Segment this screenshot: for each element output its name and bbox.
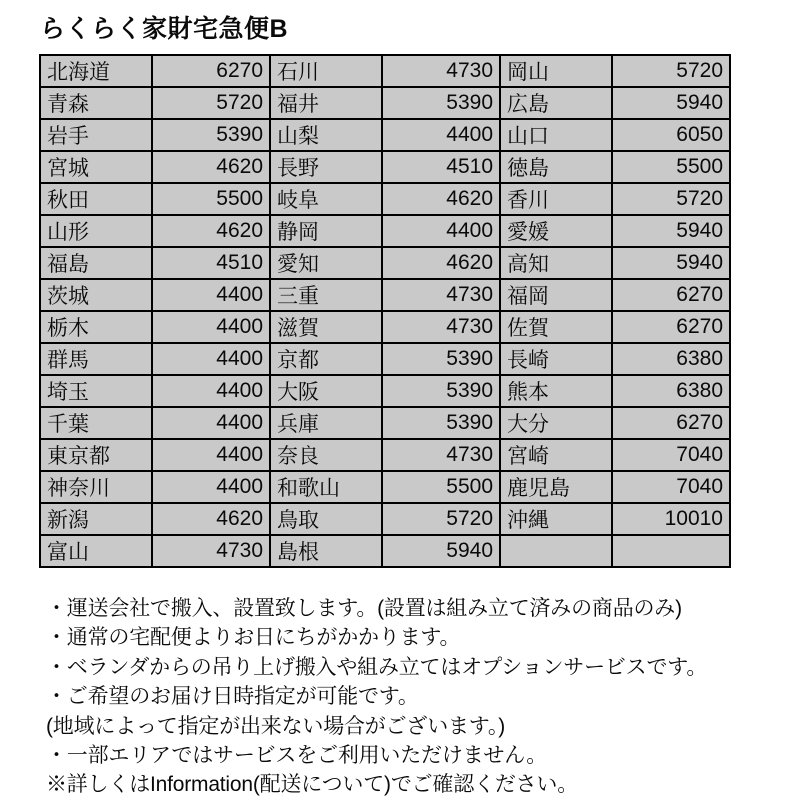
table-row — [40, 247, 730, 279]
table-row — [40, 119, 730, 151]
region-price: 5720 — [382, 503, 500, 535]
region-name: 沖縄 — [500, 503, 612, 535]
table-row — [40, 279, 730, 311]
table-row — [40, 311, 730, 343]
region-name: 鹿児島 — [500, 471, 612, 503]
region-name: 千葉 — [40, 407, 152, 439]
note-item: ・通常の宅配便よりお日にちがかかります。 — [46, 626, 461, 650]
region-name: 熊本 — [500, 375, 612, 407]
region-price: 4730 — [382, 279, 500, 311]
region-price: 4620 — [382, 247, 500, 279]
region-name: 和歌山 — [270, 471, 382, 503]
region-price: 5940 — [612, 215, 730, 247]
page-title: らくらく家財宅急便B — [40, 15, 289, 43]
empty-cell — [500, 535, 612, 567]
region-name: 兵庫 — [270, 407, 382, 439]
region-price: 6380 — [612, 375, 730, 407]
region-name: 岡山 — [500, 55, 612, 87]
region-price: 4730 — [382, 311, 500, 343]
note-item: ・ベランダからの吊り上げ搬入や組み立てはオプションサービスです。 — [46, 655, 708, 679]
region-name: 鳥取 — [270, 503, 382, 535]
region-name: 福井 — [270, 87, 382, 119]
region-price: 5940 — [612, 87, 730, 119]
region-price: 4400 — [382, 119, 500, 151]
region-name: 石川 — [270, 55, 382, 87]
region-name: 広島 — [500, 87, 612, 119]
region-name: 宮崎 — [500, 439, 612, 471]
region-price: 4510 — [382, 151, 500, 183]
region-name: 高知 — [500, 247, 612, 279]
table-row — [40, 439, 730, 471]
region-price: 4620 — [152, 503, 270, 535]
table-row — [40, 503, 730, 535]
region-price: 4400 — [152, 311, 270, 343]
region-name: 群馬 — [40, 343, 152, 375]
region-price: 6050 — [612, 119, 730, 151]
region-price: 5720 — [612, 55, 730, 87]
region-price: 6270 — [612, 407, 730, 439]
note-item: ※詳しくはInformation(配送について)でご確認ください。 — [46, 773, 579, 797]
table-row — [40, 183, 730, 215]
empty-cell — [612, 535, 730, 567]
note-item: ・ご希望のお届け日時指定が可能です。 — [46, 685, 419, 709]
region-price: 6270 — [612, 311, 730, 343]
table-row — [40, 407, 730, 439]
region-name: 島根 — [270, 535, 382, 567]
region-price: 4620 — [152, 151, 270, 183]
region-price: 5500 — [612, 151, 730, 183]
region-name: 滋賀 — [270, 311, 382, 343]
region-name: 三重 — [270, 279, 382, 311]
region-name: 愛知 — [270, 247, 382, 279]
region-name: 長野 — [270, 151, 382, 183]
region-price: 7040 — [612, 439, 730, 471]
region-price: 4620 — [382, 183, 500, 215]
region-price: 4400 — [152, 375, 270, 407]
region-price: 4730 — [152, 535, 270, 567]
region-name: 福島 — [40, 247, 152, 279]
region-name: 山形 — [40, 215, 152, 247]
region-name: 山梨 — [270, 119, 382, 151]
table-row — [40, 343, 730, 375]
region-name: 富山 — [40, 535, 152, 567]
note-item: ・運送会社で搬入、設置致します。(設置は組み立て済みの商品のみ) — [46, 597, 682, 620]
region-name: 大分 — [500, 407, 612, 439]
fare-table — [39, 54, 731, 568]
region-name: 長崎 — [500, 343, 612, 375]
region-price: 4400 — [152, 471, 270, 503]
region-price: 4400 — [152, 279, 270, 311]
table-row — [40, 215, 730, 247]
region-price: 4730 — [382, 55, 500, 87]
table-row — [40, 471, 730, 503]
region-price: 4400 — [382, 215, 500, 247]
notes-list — [46, 594, 770, 800]
region-name: 香川 — [500, 183, 612, 215]
region-name: 奈良 — [270, 439, 382, 471]
table-row — [40, 151, 730, 183]
region-name: 宮城 — [40, 151, 152, 183]
region-name: 愛媛 — [500, 215, 612, 247]
table-row — [40, 55, 730, 87]
region-name: 福岡 — [500, 279, 612, 311]
region-name: 北海道 — [40, 55, 152, 87]
region-name: 山口 — [500, 119, 612, 151]
region-price: 5390 — [382, 375, 500, 407]
region-name: 神奈川 — [40, 471, 152, 503]
region-name: 東京都 — [40, 439, 152, 471]
region-price: 5720 — [612, 183, 730, 215]
region-price: 5390 — [152, 119, 270, 151]
region-price: 7040 — [612, 471, 730, 503]
region-price: 5390 — [382, 343, 500, 375]
region-name: 栃木 — [40, 311, 152, 343]
region-price: 4400 — [152, 343, 270, 375]
region-name: 徳島 — [500, 151, 612, 183]
region-price: 5390 — [382, 87, 500, 119]
region-price: 5500 — [152, 183, 270, 215]
region-price: 4510 — [152, 247, 270, 279]
region-price: 4400 — [152, 407, 270, 439]
region-name: 秋田 — [40, 183, 152, 215]
table-row — [40, 535, 730, 567]
region-name: 佐賀 — [500, 311, 612, 343]
region-name: 青森 — [40, 87, 152, 119]
region-price: 5940 — [612, 247, 730, 279]
region-name: 岩手 — [40, 119, 152, 151]
region-name: 新潟 — [40, 503, 152, 535]
table-row — [40, 375, 730, 407]
region-price: 5940 — [382, 535, 500, 567]
table-row — [40, 87, 730, 119]
region-price: 6270 — [612, 279, 730, 311]
note-item: ・一部エリアではサービスをご利用いただけません。 — [46, 743, 548, 767]
region-price: 4620 — [152, 215, 270, 247]
region-name: 静岡 — [270, 215, 382, 247]
region-price: 6380 — [612, 343, 730, 375]
region-name: 京都 — [270, 343, 382, 375]
region-price: 10010 — [612, 503, 730, 535]
region-name: 茨城 — [40, 279, 152, 311]
region-price: 4400 — [152, 439, 270, 471]
region-name: 大阪 — [270, 375, 382, 407]
region-price: 4730 — [382, 439, 500, 471]
region-price: 6270 — [152, 55, 270, 87]
region-price: 5500 — [382, 471, 500, 503]
region-price: 5720 — [152, 87, 270, 119]
note-item: (地域によって指定が出来ない場合がございます。) — [46, 714, 506, 738]
region-price: 5390 — [382, 407, 500, 439]
region-name: 埼玉 — [40, 375, 152, 407]
fare-table-body — [40, 55, 730, 567]
region-name: 岐阜 — [270, 183, 382, 215]
